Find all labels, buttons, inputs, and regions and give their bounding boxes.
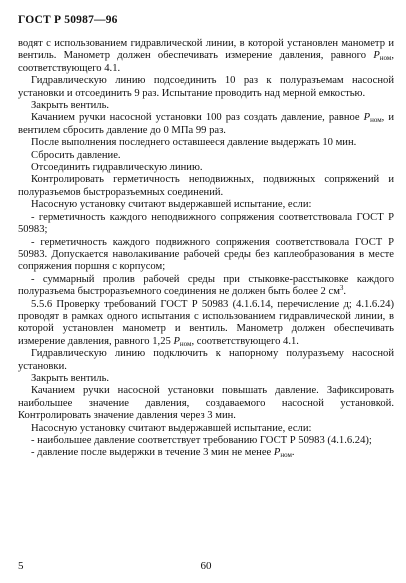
paragraph-text: Сбросить давление. xyxy=(31,149,121,161)
paragraph xyxy=(18,75,394,100)
paragraph xyxy=(18,150,394,162)
paragraph-text: , соответствующего 4.1. xyxy=(191,335,299,347)
subscript: ном xyxy=(280,451,292,460)
paragraph xyxy=(18,38,394,75)
paragraph-text: Закрыть вентиль. xyxy=(31,372,110,384)
paragraph xyxy=(18,423,394,435)
paragraph-text: . xyxy=(343,286,347,298)
paragraph xyxy=(18,274,394,299)
paragraph xyxy=(18,212,394,237)
paragraph-text: - давление после выдержки в течение 3 мин не менее xyxy=(31,447,274,459)
paragraph xyxy=(18,112,394,137)
footer-left-number: 5 xyxy=(18,560,24,572)
paragraph-text: Гидравлическую линию подключить к напорному полуразъему насосной установки. xyxy=(18,348,394,372)
paragraph xyxy=(18,447,394,459)
paragraph-text: - суммарный пролив рабочей среды при стыковке-расстыковке каждого полуразъема быстроразъемного соединения не должен быть более 2 см xyxy=(18,273,394,298)
paragraph-text: водят с использованием гидравлической линии, в которой установлен манометр и вентиль. Манометр должен обеспечивать измерение давления, равного xyxy=(18,38,394,62)
paragraph-text: После выполнения последнего оставшееся давление выдержать 10 мин. xyxy=(31,137,357,149)
paragraph xyxy=(18,348,394,373)
paragraph-text: Контролировать герметичность неподвижных, подвижных сопряжений и полуразъемов быстроразъемных соединений. xyxy=(18,174,394,198)
paragraph xyxy=(18,237,394,274)
paragraph-text: , и вентилем сбросить давление до 0 МПа 99 раз. xyxy=(18,112,394,136)
page-footer xyxy=(18,560,394,574)
paragraph-text: Закрыть вентиль. xyxy=(31,100,110,112)
subscript: ном xyxy=(179,339,192,348)
pressure-symbol: P xyxy=(173,335,180,347)
paragraph xyxy=(18,174,394,199)
paragraph-text: - наибольшее давление соответствует требованию ГОСТ Р 50983 (4.1.6.24); xyxy=(31,435,372,446)
paragraph-text: Насосную установку считают выдержавшей испытание, если: xyxy=(31,199,312,211)
superscript: 3 xyxy=(339,284,344,293)
paragraph-text: Отсоединить гидравлическую линию. xyxy=(31,162,203,174)
subscript: ном xyxy=(379,54,392,63)
paragraph xyxy=(18,385,394,422)
paragraph-text: - герметичность каждого подвижного сопряжения соответствовала ГОСТ Р 50983. Допускается наволакивание рабочей среды без каплеобразования в месте сопряжения поршня с корпусом; xyxy=(18,236,394,273)
paragraph-text: Качанием ручки насосной установки 100 раз создать давление, равное xyxy=(31,112,364,124)
paragraph xyxy=(18,435,394,447)
paragraph-text: 5.5.6 Проверку требований ГОСТ Р 50983 (4.1.6.14, перечисление д; 4.1.6.24) проводят в рамках одного испытания с использованием гидравлической линии, в которой установлен манометр и вентиль. Манометр должен обеспечивать измерение давления, равного 1,25 xyxy=(18,298,394,347)
paragraph-text: . xyxy=(291,447,295,459)
paragraph-text: , соответствующего 4.1. xyxy=(18,50,394,74)
paragraph xyxy=(18,162,394,174)
document-page xyxy=(18,14,394,460)
subscript: ном xyxy=(370,116,382,125)
paragraph xyxy=(18,199,394,211)
paragraph-text: Гидравлическую линию подсоединить 10 раз к полуразъемам насосной установки и отсоединить 9 раз. Испытание проводить над мерной емкостью. xyxy=(18,75,394,99)
pressure-symbol: P xyxy=(373,50,380,62)
document-body xyxy=(18,38,394,460)
page-number: 60 xyxy=(200,560,212,572)
paragraph xyxy=(18,137,394,149)
paragraph xyxy=(18,299,394,349)
paragraph xyxy=(18,100,394,112)
paragraph xyxy=(18,373,394,385)
pressure-symbol: P xyxy=(363,112,371,124)
paragraph-text: - герметичность каждого неподвижного сопряжения соответствовала ГОСТ Р 50983; xyxy=(18,211,394,236)
paragraph-text: Качанием ручки насосной установки повышать давление. Зафиксировать наибольшее значение давления, создаваемого насосной установкой. Контролировать значение давления через 3 мин. xyxy=(18,385,394,422)
paragraph-text: Насосную установку считают выдержавшей испытание, если: xyxy=(31,422,312,434)
pressure-symbol: P xyxy=(273,447,281,459)
document-header: ГОСТ Р 50987—96 xyxy=(18,14,118,26)
